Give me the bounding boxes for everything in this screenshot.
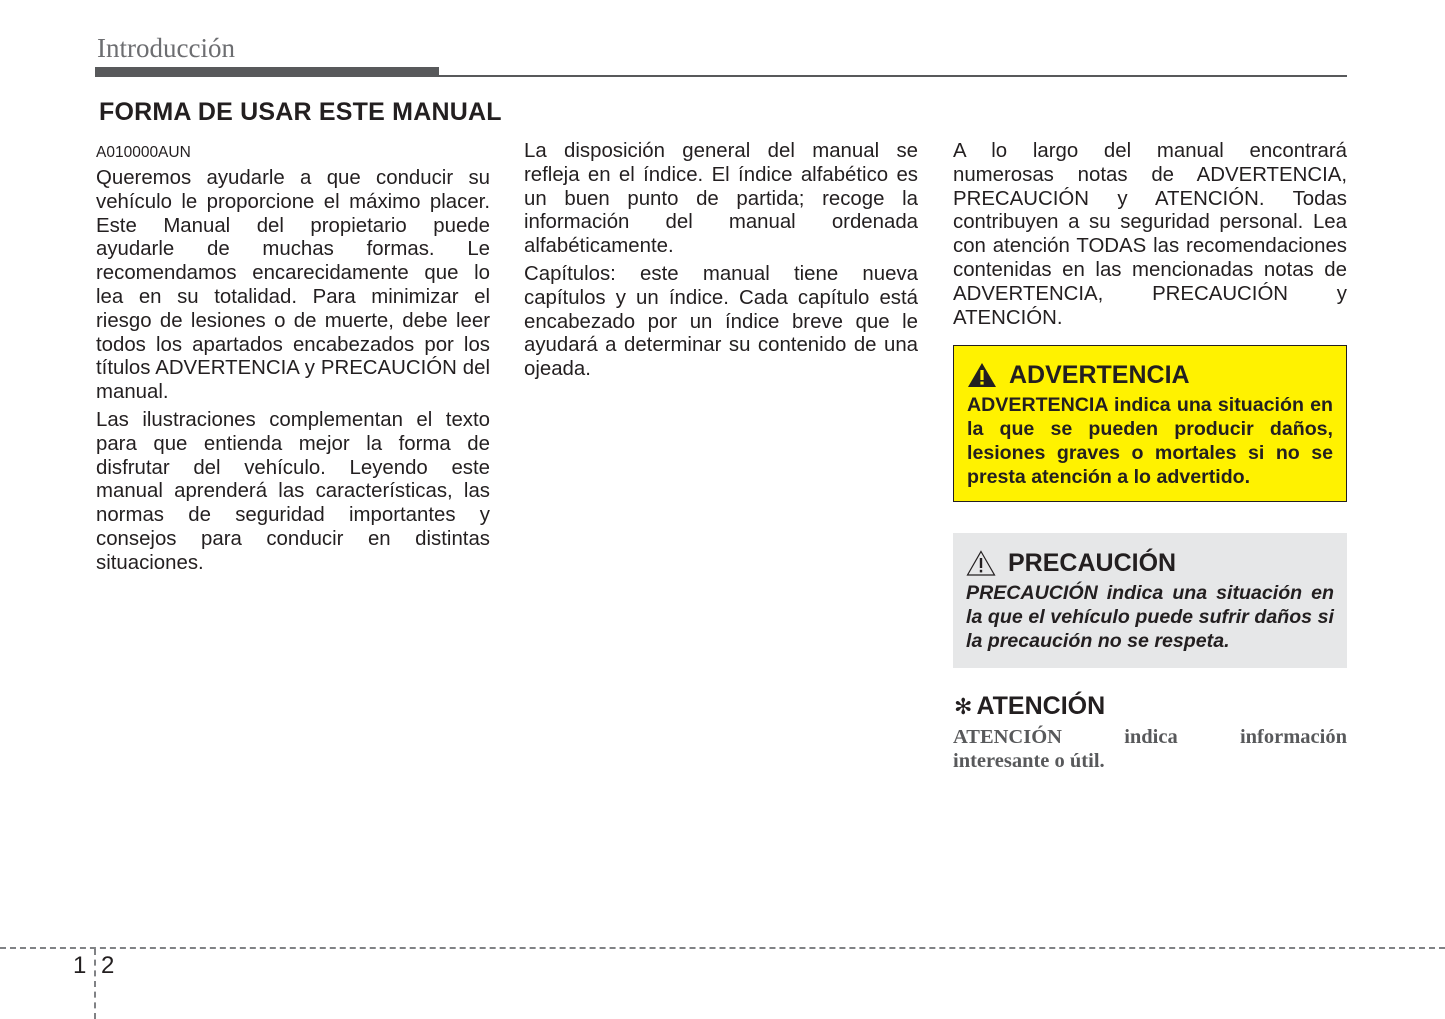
note-title: ATENCIÓN xyxy=(976,692,1106,720)
warning-header xyxy=(967,358,1333,392)
note-word: indica xyxy=(1124,726,1178,748)
footer-dashed-rule xyxy=(0,947,1445,949)
warning-box xyxy=(953,345,1347,502)
column-2 xyxy=(524,140,918,386)
section-code: A010000AUN xyxy=(96,144,191,161)
asterisk-note-icon: ✻ xyxy=(954,693,973,719)
note-text-line-2: interesante o útil. xyxy=(953,750,1105,772)
column-1-paragraph-1: Queremos ayudarle a que conducir su vehículo le proporcione el máximo placer. Este Manual del propietario puede ayudarle de muchas formas. Le recomendamos encarecidamente que lo lea en su totalidad. Para minimizar el riesgo de lesiones o de muerte, debe leer todos los apartados encabezados por los títulos ADVERTENCIA y PRECAUCIÓN del manual. xyxy=(96,167,490,404)
footer-dashed-divider xyxy=(94,949,96,1019)
caution-header xyxy=(966,546,1334,580)
caution-triangle-icon xyxy=(966,550,996,576)
section-title: FORMA DE USAR ESTE MANUAL xyxy=(99,98,502,126)
column-1-paragraph-2: Las ilustraciones complementan el texto para que entienda mejor la forma de disfrutar del vehículo. Leyendo este manual aprenderá las características, las normas de seguridad importantes y consejos para conducir en distintas situaciones. xyxy=(96,408,490,574)
chapter-number: 1 xyxy=(73,952,87,979)
page-number: 2 xyxy=(101,952,115,979)
note-text-line-1 xyxy=(953,725,1347,749)
column-2-paragraph-2: Capítulos: este manual tiene nueva capítulos y un índice. Cada capítulo está encabezado por un índice breve que le ayudará a determinar su contenido de una ojeada. xyxy=(524,262,918,381)
column-3 xyxy=(953,140,1347,334)
column-2-paragraph-1: La disposición general del manual se refleja en el índice. El índice alfabético es un buen punto de partida; recoge la información del manual ordenada alfabéticamente. xyxy=(524,140,918,258)
caution-box xyxy=(953,533,1347,668)
header-bar-thick xyxy=(95,67,439,77)
warning-triangle-icon xyxy=(967,362,997,388)
note-word: información xyxy=(1239,726,1347,748)
warning-title: ADVERTENCIA xyxy=(1009,360,1190,389)
column-3-paragraph-1: A lo largo del manual encontrará numerosas notas de ADVERTENCIA, PRECAUCIÓN y ATENCIÓN. Todas contribuyen a su seguridad personal. Lea con atención TODAS las recomendaciones contenidas en las mencionadas notas de ADVERTENCIA, PRECAUCIÓN y ATENCIÓN. xyxy=(953,140,1347,329)
page-header-title: Introducción xyxy=(97,33,235,63)
warning-text: ADVERTENCIA indica una situación en la que se pueden producir daños, lesiones graves o mortales si no se presta atención a lo advertido. xyxy=(967,394,1333,488)
header-rule xyxy=(439,75,1347,77)
note-text xyxy=(953,725,1347,773)
note-header xyxy=(954,692,1105,721)
caution-title: PRECAUCIÓN xyxy=(1008,548,1177,577)
column-1 xyxy=(96,167,490,580)
caution-text: PRECAUCIÓN indica una situación en la que el vehículo puede sufrir daños si la precaución no se respeta. xyxy=(966,582,1334,652)
note-word: ATENCIÓN xyxy=(953,726,1062,748)
